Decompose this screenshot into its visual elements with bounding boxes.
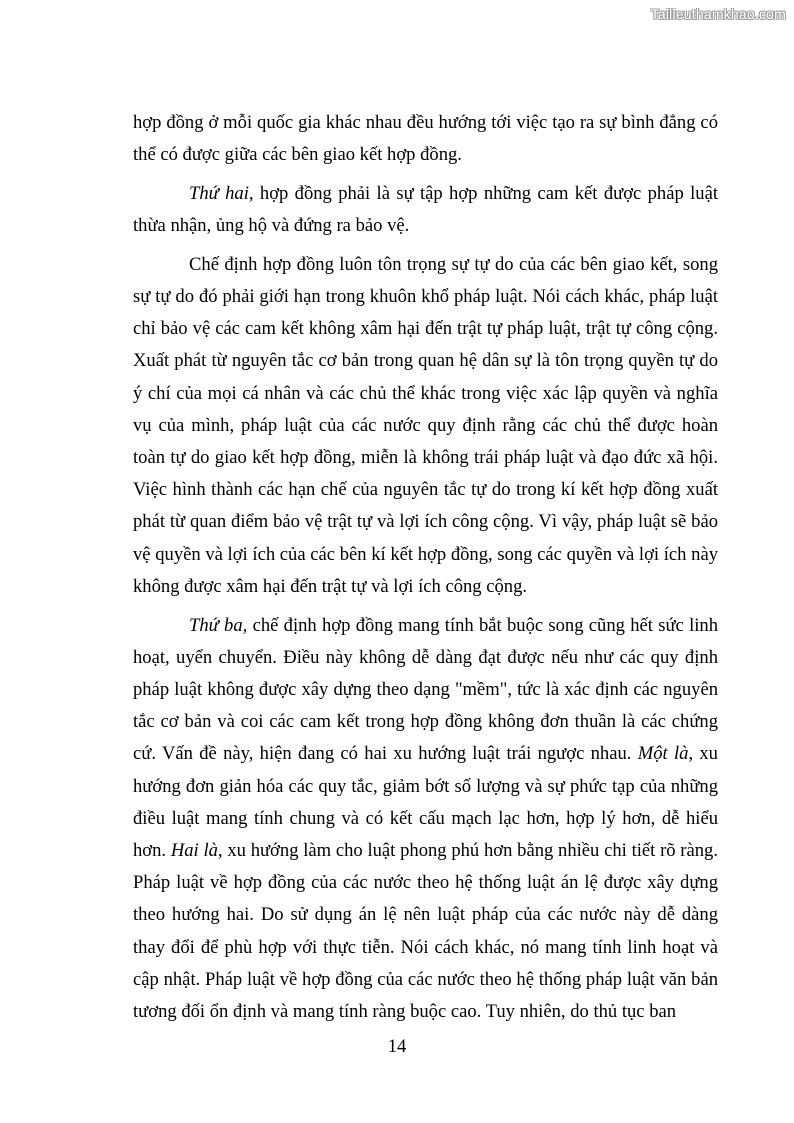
paragraph-4-lead: Thứ ba, xyxy=(189,614,248,636)
paragraph-2-text: hợp đồng phải là sự tập hợp những cam kết được pháp luật thừa nhận, ủng hộ và đứng ra bảo vệ. xyxy=(133,182,718,237)
paragraph-1 xyxy=(133,107,718,171)
document-body xyxy=(133,107,718,1035)
paragraph-4-emphasis-2: Hai là, xyxy=(170,839,223,861)
paragraph-4 xyxy=(133,610,718,1029)
paragraph-3 xyxy=(133,249,718,603)
paragraph-4-emphasis-1: Một là xyxy=(637,743,689,765)
paragraph-4-text-a: chế định hợp đồng mang tính bắt buộc song cũng hết sức linh hoạt, uyển chuyển. Điều này không dễ dàng đạt được nếu như các quy định pháp luật không được xây dựng theo dạng "mềm", tức là xác định các nguyên tắc cơ bản và coi các cam kết trong hợp đồng không đơn thuần là các chứng cứ. Vấn đề này, hiện đang có hai xu hướng luật trái ngược nhau. xyxy=(133,614,718,765)
page-number: 14 xyxy=(387,1036,407,1057)
watermark-text: Tailieuthamkhao.com xyxy=(650,6,786,22)
paragraph-1-text: hợp đồng ở mỗi quốc gia khác nhau đều hướng tới việc tạo ra sự bình đẳng có thể có được giữa các bên giao kết hợp đồng. xyxy=(133,112,718,166)
paragraph-3-text: Chế định hợp đồng luôn tôn trọng sự tự do của các bên giao kết, song sự tự do đó phải giới hạn trong khuôn khổ pháp luật. Nói cách khác, pháp luật chỉ bảo vệ các cam kết không xâm hại đến trật tự pháp luật, trật tự công cộng. Xuất phát từ nguyên tắc cơ bản trong quan hệ dân sự là tôn trọng quyền tự do ý chí của mọi cá nhân và các chủ thể khác trong việc xác lập quyền và nghĩa vụ của mình, pháp luật của các nước quy định rằng các chủ thể được hoàn toàn tự do giao kết hợp đồng, miễn là không trái pháp luật và đạo đức xã hội. Việc hình thành các hạn chế của nguyên tắc tự do trong kí kết hợp đồng xuất phát từ quan điểm bảo vệ trật tự và lợi ích công cộng. Vì vậy, pháp luật sẽ bảo vệ quyền và lợi ích của các bên kí kết hợp đồng, song các quyền và lợi ích này không được xâm hại đến trật tự và lợi ích công cộng. xyxy=(133,253,718,597)
paragraph-2 xyxy=(133,178,718,242)
paragraph-4-text-b: , xu hướng đơn giản hóa các quy tắc, giảm bớt số lượng và sự phức tạp của những điều luật mang tính chung và có kết cấu mạch lạc hơn, hợp lý hơn, dễ hiểu hơn. xyxy=(133,743,718,861)
paragraph-2-lead: Thứ hai, xyxy=(189,182,254,204)
paragraph-4-text-c: xu hướng làm cho luật phong phú hơn bằng nhiều chi tiết rõ ràng. Pháp luật về hợp đồng của các nước theo hệ thống luật án lệ được xây dựng theo hướng hai. Do sử dụng án lệ nên luật pháp của các nước này dễ dàng thay đổi để phù hợp với thực tiễn. Nói cách khác, nó mang tính linh hoạt và cập nhật. Pháp luật về hợp đồng của các nước theo hệ thống pháp luật văn bản tương đối ổn định và mang tính ràng buộc cao. Tuy nhiên, do thủ tục ban xyxy=(133,839,718,1022)
